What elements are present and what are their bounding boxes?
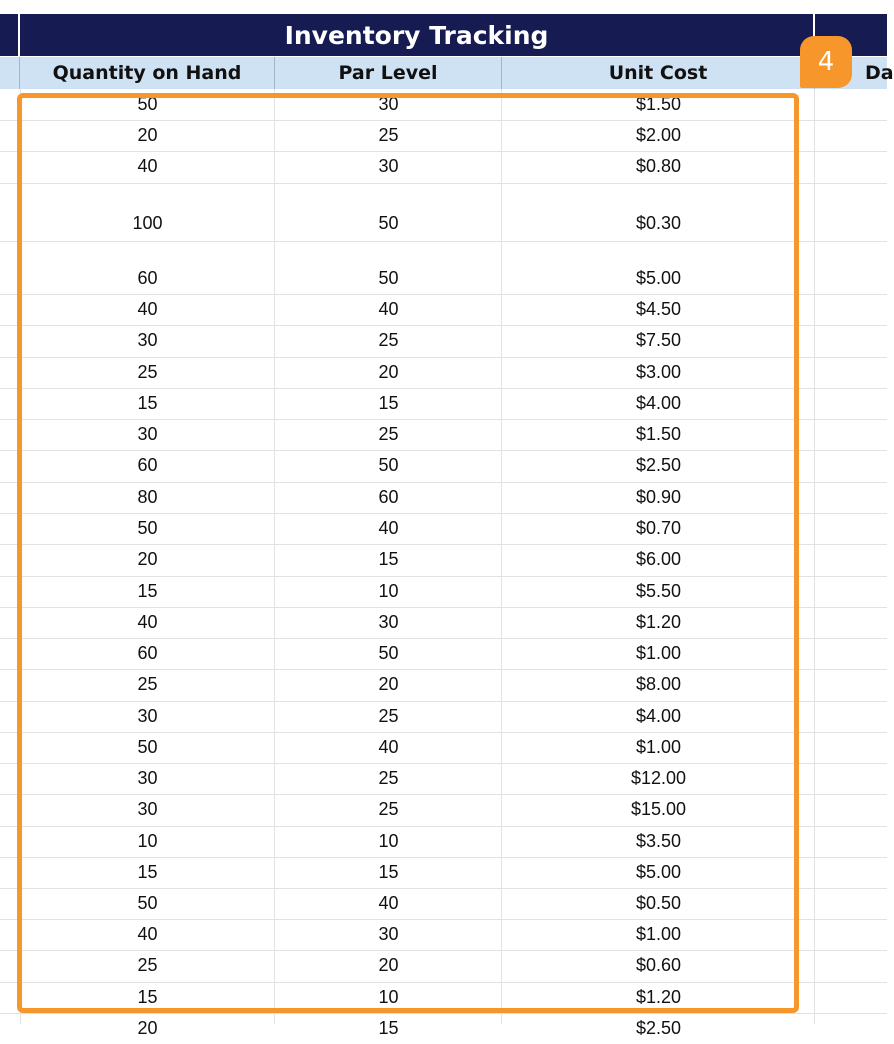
par-level-cell[interactable]: 30 — [378, 94, 399, 114]
par-level-cell[interactable]: 10 — [378, 831, 399, 851]
column-header-par-level[interactable]: Par Level — [275, 57, 502, 89]
quantity-on-hand-cell[interactable]: 15 — [137, 987, 158, 1007]
unit-cost-cell[interactable]: $0.70 — [635, 518, 682, 538]
unit-cost-cell[interactable]: $15.00 — [630, 799, 687, 819]
unit-cost-cell[interactable]: $1.20 — [635, 612, 682, 632]
unit-cost-cell[interactable]: $1.50 — [635, 94, 682, 114]
quantity-on-hand-cell[interactable]: 80 — [137, 487, 158, 507]
par-level-cell[interactable]: 15 — [378, 862, 399, 882]
banner-title: Inventory Tracking — [20, 14, 813, 56]
quantity-on-hand-cell[interactable]: 40 — [137, 299, 158, 319]
quantity-on-hand-cell[interactable]: 60 — [137, 455, 158, 475]
quantity-on-hand-cell[interactable]: 50 — [137, 893, 158, 913]
par-level-cell[interactable]: 30 — [378, 156, 399, 176]
quantity-on-hand-cell[interactable]: 15 — [137, 393, 158, 413]
unit-cost-cell[interactable]: $0.50 — [635, 893, 682, 913]
par-level-cell[interactable]: 25 — [378, 330, 399, 350]
quantity-on-hand-cell[interactable]: 30 — [137, 768, 158, 788]
unit-cost-cell[interactable]: $1.00 — [635, 643, 682, 663]
unit-cost-cell[interactable]: $6.00 — [635, 549, 682, 569]
quantity-on-hand-cell[interactable]: 40 — [137, 156, 158, 176]
par-level-cell[interactable]: 40 — [378, 737, 399, 757]
column-header-unit-cost[interactable]: Unit Cost — [502, 57, 815, 89]
column-header-quantity-on-hand[interactable]: Quantity on Hand — [20, 57, 275, 89]
par-level-cell[interactable]: 40 — [378, 893, 399, 913]
par-level-cell[interactable]: 25 — [378, 125, 399, 145]
unit-cost-cell[interactable]: $2.50 — [635, 1018, 682, 1038]
unit-cost-cell[interactable]: $0.60 — [635, 955, 682, 975]
unit-cost-cell[interactable]: $2.00 — [635, 125, 682, 145]
unit-cost-cell[interactable]: $1.00 — [635, 924, 682, 944]
par-level-cell[interactable]: 30 — [378, 612, 399, 632]
quantity-on-hand-cell[interactable]: 40 — [137, 924, 158, 944]
unit-cost-cell[interactable]: $3.50 — [635, 831, 682, 851]
unit-cost-cell[interactable]: $1.20 — [635, 987, 682, 1007]
par-level-cell[interactable]: 15 — [378, 1018, 399, 1038]
unit-cost-cell[interactable]: $8.00 — [635, 674, 682, 694]
quantity-on-hand-cell[interactable]: 30 — [137, 330, 158, 350]
par-level-cell[interactable]: 50 — [378, 268, 399, 288]
quantity-on-hand-cell[interactable]: 20 — [137, 1018, 158, 1038]
par-level-cell[interactable]: 40 — [378, 518, 399, 538]
quantity-on-hand-cell[interactable]: 15 — [137, 581, 158, 601]
par-level-cell[interactable]: 40 — [378, 299, 399, 319]
unit-cost-cell[interactable]: $0.90 — [635, 487, 682, 507]
par-level-cell[interactable]: 20 — [378, 362, 399, 382]
quantity-on-hand-cell[interactable]: 10 — [137, 831, 158, 851]
highlight-box — [17, 93, 799, 1013]
unit-cost-cell[interactable]: $3.00 — [635, 362, 682, 382]
unit-cost-cell[interactable]: $5.00 — [635, 862, 682, 882]
header-left-stub — [0, 57, 20, 89]
quantity-on-hand-cell[interactable]: 25 — [137, 674, 158, 694]
quantity-on-hand-cell[interactable]: 30 — [137, 799, 158, 819]
quantity-on-hand-cell[interactable]: 15 — [137, 862, 158, 882]
unit-cost-cell[interactable]: $1.50 — [635, 424, 682, 444]
quantity-on-hand-cell[interactable]: 50 — [137, 737, 158, 757]
unit-cost-cell[interactable]: $7.50 — [635, 330, 682, 350]
quantity-on-hand-cell[interactable]: 60 — [137, 268, 158, 288]
par-level-cell[interactable]: 20 — [378, 955, 399, 975]
par-level-cell[interactable]: 25 — [378, 706, 399, 726]
unit-cost-cell[interactable]: $0.30 — [635, 213, 682, 233]
quantity-on-hand-cell[interactable]: 25 — [137, 362, 158, 382]
par-level-cell[interactable]: 20 — [378, 674, 399, 694]
par-level-cell[interactable]: 25 — [378, 799, 399, 819]
unit-cost-cell[interactable]: $4.50 — [635, 299, 682, 319]
unit-cost-cell[interactable]: $5.00 — [635, 268, 682, 288]
par-level-cell[interactable]: 15 — [378, 393, 399, 413]
par-level-cell[interactable]: 15 — [378, 549, 399, 569]
par-level-cell[interactable]: 60 — [378, 487, 399, 507]
par-level-cell[interactable]: 50 — [378, 455, 399, 475]
quantity-on-hand-cell[interactable]: 50 — [137, 94, 158, 114]
unit-cost-cell[interactable]: $4.00 — [635, 393, 682, 413]
unit-cost-cell[interactable]: $2.50 — [635, 455, 682, 475]
quantity-on-hand-cell[interactable]: 100 — [132, 213, 163, 233]
quantity-on-hand-cell[interactable]: 60 — [137, 643, 158, 663]
unit-cost-cell[interactable]: $12.00 — [630, 768, 687, 788]
par-level-cell[interactable]: 30 — [378, 924, 399, 944]
par-level-cell[interactable]: 10 — [378, 987, 399, 1007]
quantity-on-hand-cell[interactable]: 20 — [137, 549, 158, 569]
unit-cost-cell[interactable]: $5.50 — [635, 581, 682, 601]
par-level-cell[interactable]: 10 — [378, 581, 399, 601]
par-level-cell[interactable]: 50 — [378, 213, 399, 233]
unit-cost-cell[interactable]: $1.00 — [635, 737, 682, 757]
quantity-on-hand-cell[interactable]: 40 — [137, 612, 158, 632]
quantity-on-hand-cell[interactable]: 30 — [137, 424, 158, 444]
grid-line — [814, 89, 815, 1024]
quantity-on-hand-cell[interactable]: 50 — [137, 518, 158, 538]
par-level-cell[interactable]: 25 — [378, 424, 399, 444]
quantity-on-hand-cell[interactable]: 20 — [137, 125, 158, 145]
column-header-next-partial[interactable]: Da — [815, 57, 887, 89]
par-level-cell[interactable]: 50 — [378, 643, 399, 663]
quantity-on-hand-cell[interactable]: 30 — [137, 706, 158, 726]
quantity-on-hand-cell[interactable]: 25 — [137, 955, 158, 975]
par-level-cell[interactable]: 25 — [378, 768, 399, 788]
unit-cost-cell[interactable]: $4.00 — [635, 706, 682, 726]
callout-badge: 4 — [800, 36, 852, 88]
banner-left-stub — [0, 14, 18, 56]
unit-cost-cell[interactable]: $0.80 — [635, 156, 682, 176]
